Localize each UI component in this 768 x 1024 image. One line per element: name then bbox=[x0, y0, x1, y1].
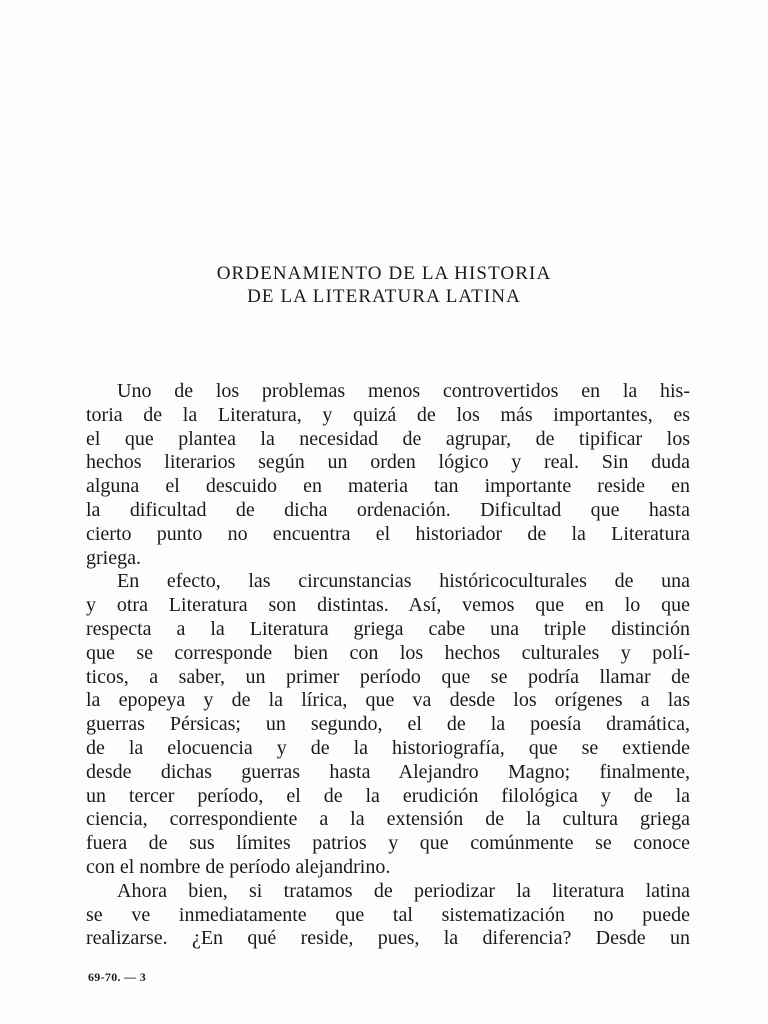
paragraph-3 bbox=[86, 880, 690, 951]
text-line: realizarse. ¿En qué reside, pues, la diferencia? Desde un bbox=[86, 927, 690, 950]
text-line: En efecto, las circunstancias históricoculturales de una bbox=[117, 570, 690, 593]
text-line: griega. bbox=[86, 546, 141, 569]
signature-mark: 69-70. — 3 bbox=[88, 970, 146, 984]
body-text bbox=[86, 380, 690, 951]
text-line: se ve inmediatamente que tal sistematización no puede bbox=[86, 903, 690, 926]
text-line: respecta a la Literatura griega cabe una triple distinción bbox=[86, 617, 690, 640]
text-line: con el nombre de período alejandrino. bbox=[86, 855, 391, 878]
text-line: toria de la Literatura, y quizá de los más importantes, es bbox=[86, 403, 690, 426]
text-line: ciencia, correspondiente a la extensión de la cultura griega bbox=[86, 808, 690, 831]
text-line: la dificultad de dicha ordenación. Dificultad que hasta bbox=[86, 498, 690, 521]
text-line: de la elocuencia y de la historiografía, que se extiende bbox=[86, 736, 690, 759]
text-line: desde dichas guerras hasta Alejandro Magno; finalmente, bbox=[86, 760, 690, 783]
text-line: la epopeya y de la lírica, que va desde los orígenes a las bbox=[86, 689, 690, 712]
text-line: guerras Pérsicas; un segundo, el de la poesía dramática, bbox=[86, 713, 690, 736]
text-line: ticos, a saber, un primer período que se podría llamar de bbox=[86, 665, 690, 688]
text-line: cierto punto no encuentra el historiador de la Literatura bbox=[86, 522, 690, 545]
text-line: hechos literarios según un orden lógico y real. Sin duda bbox=[86, 451, 690, 474]
text-line: fuera de sus límites patrios y que comúnmente se conoce bbox=[86, 832, 690, 855]
paragraph-1 bbox=[86, 380, 690, 570]
text-line: alguna el descuido en materia tan importante reside en bbox=[86, 475, 690, 498]
chapter-title-line-1: ORDENAMIENTO DE LA HISTORIA bbox=[216, 263, 552, 284]
text-line: un tercer período, el de la erudición filológica y de la bbox=[86, 784, 690, 807]
text-line: el que plantea la necesidad de agrupar, de tipificar los bbox=[86, 427, 690, 450]
text-line: que se corresponde bien con los hechos culturales y polí- bbox=[86, 641, 690, 664]
paragraph-2 bbox=[86, 570, 690, 879]
chapter-title-line-2: DE LA LITERATURA LATINA bbox=[247, 286, 521, 307]
text-line: y otra Literatura son distintas. Así, vemos que en lo que bbox=[86, 594, 690, 617]
text-line: Uno de los problemas menos controvertidos en la his- bbox=[117, 380, 690, 402]
text-line: Ahora bien, si tratamos de periodizar la literatura latina bbox=[117, 879, 690, 902]
